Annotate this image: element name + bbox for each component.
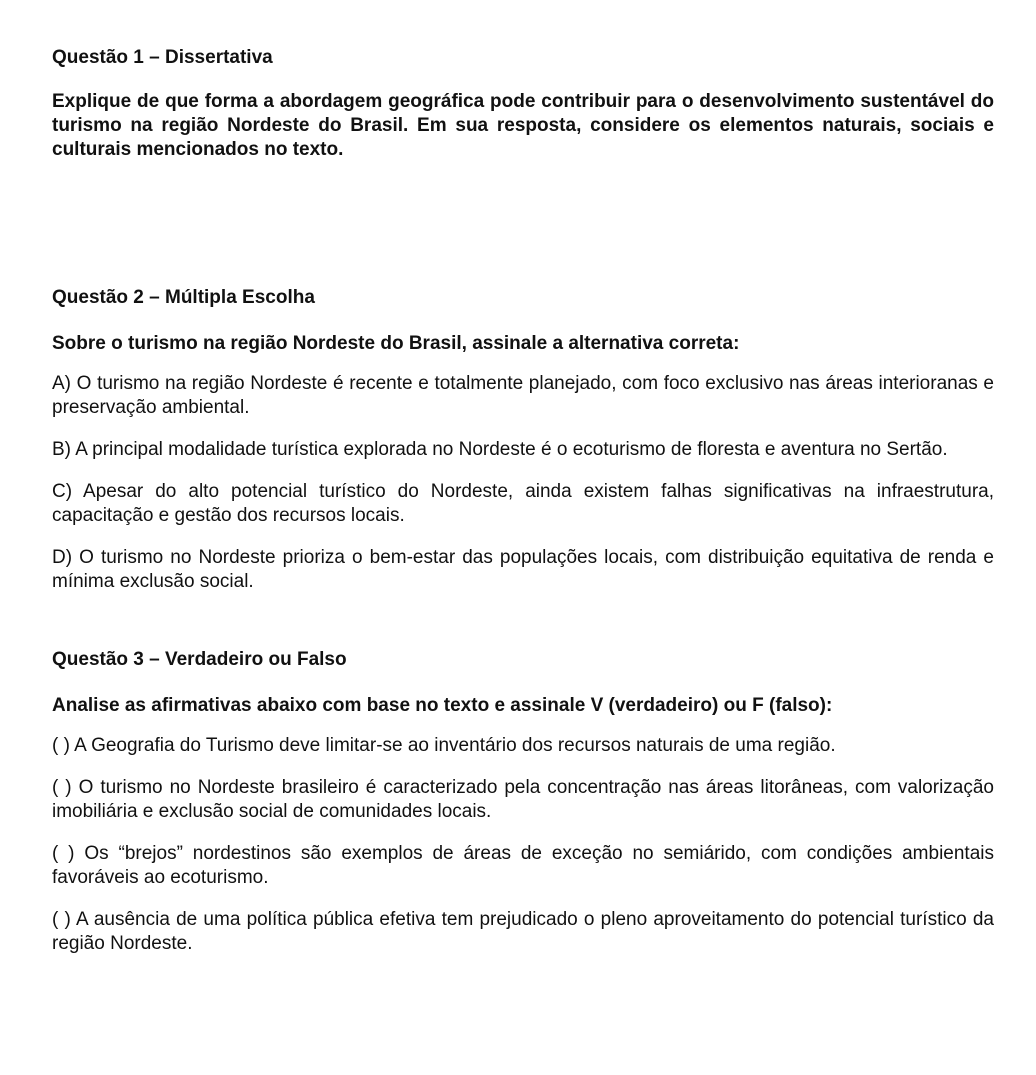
- question-1-prompt: Explique de que forma a abordagem geográfica pode contribuir para o desenvolvimento sustentável do turismo na região Nordeste do Brasil. Em sua resposta, considere os elementos naturais, sociais e culturais mencionados no texto.: [52, 91, 994, 160]
- option-a: A) O turismo na região Nordeste é recente e totalmente planejado, com foco exclusivo nas áreas interioranas e preservação ambiental.: [52, 373, 994, 418]
- option-c: C) Apesar do alto potencial turístico do Nordeste, ainda existem falhas significativas na infraestrutura, capacitação e gestão dos recursos locais.: [52, 481, 994, 526]
- statement-3: ( ) Os “brejos” nordestinos são exemplos de áreas de exceção no semiárido, com condições ambientais favoráveis ao ecoturismo.: [52, 843, 994, 888]
- statement-4: ( ) A ausência de uma política pública efetiva tem prejudicado o pleno aproveitamento do potencial turístico da região Nordeste.: [52, 909, 994, 954]
- question-3-prompt: Analise as afirmativas abaixo com base no texto e assinale V (verdadeiro) ou F (falso):: [52, 695, 833, 716]
- question-2-prompt: Sobre o turismo na região Nordeste do Brasil, assinale a alternativa correta:: [52, 333, 740, 354]
- statement-2: ( ) O turismo no Nordeste brasileiro é caracterizado pela concentração nas áreas litorâneas, com valorização imobiliária e exclusão social de comunidades locais.: [52, 777, 994, 822]
- statement-1: ( ) A Geografia do Turismo deve limitar-se ao inventário dos recursos naturais de uma região.: [52, 735, 836, 756]
- question-3: [52, 648, 994, 956]
- question-1: [52, 46, 994, 162]
- question-2-title: Questão 2 – Múltipla Escolha: [52, 287, 315, 308]
- option-b: B) A principal modalidade turística explorada no Nordeste é o ecoturismo de floresta e aventura no Sertão.: [52, 439, 948, 460]
- option-d: D) O turismo no Nordeste prioriza o bem-estar das populações locais, com distribuição equitativa de renda e mínima exclusão social.: [52, 547, 994, 592]
- document-page: [52, 46, 994, 956]
- question-1-title: Questão 1 – Dissertativa: [52, 47, 273, 68]
- question-2: [52, 286, 994, 594]
- question-3-title: Questão 3 – Verdadeiro ou Falso: [52, 649, 347, 670]
